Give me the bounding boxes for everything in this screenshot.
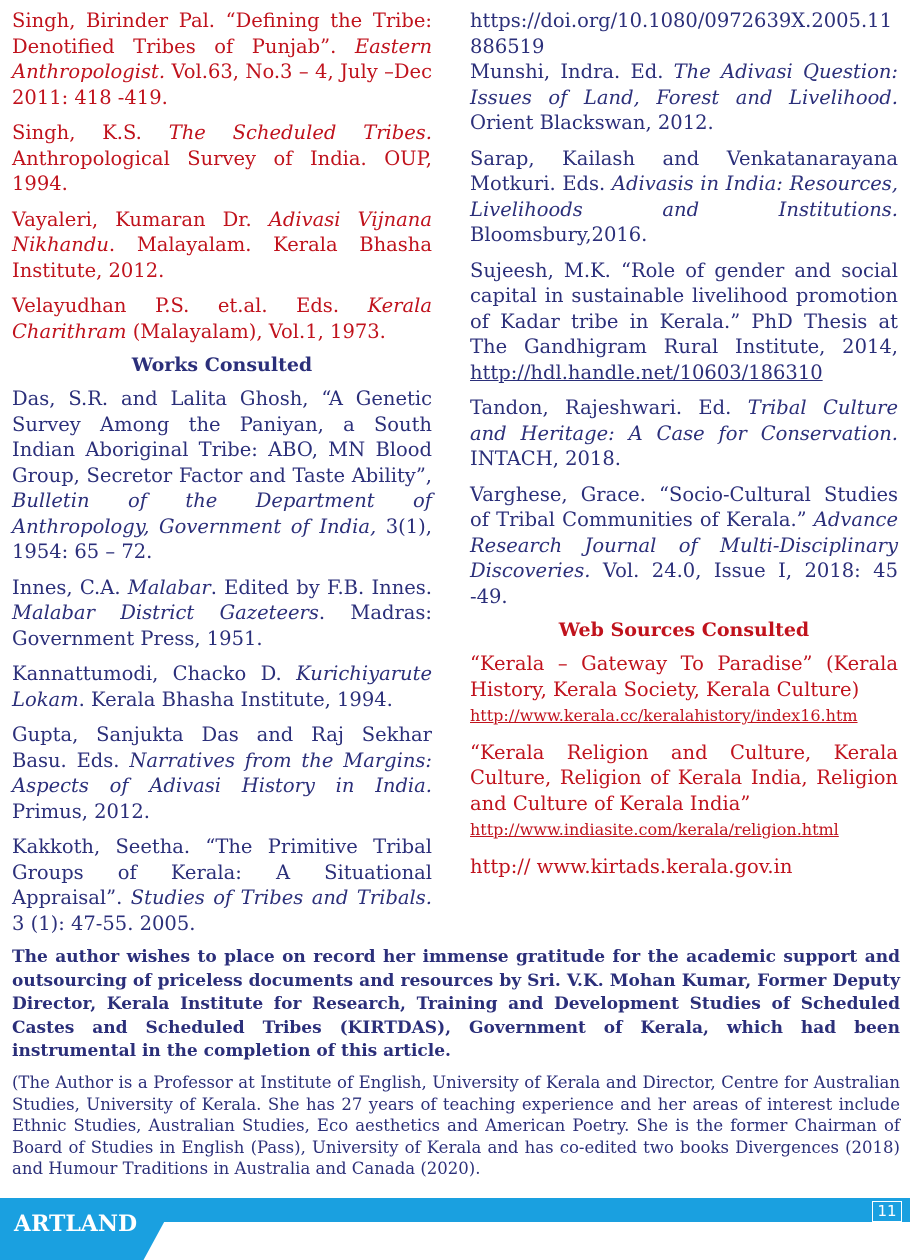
web-source-link[interactable]: http://www.indiasite.com/kerala/religion.html <box>470 820 839 839</box>
work-entry: Innes, C.A. Malabar. Edited by F.B. Innes. Malabar District Gazeteers. Madras: Government Press, 1951. <box>12 575 433 650</box>
page-number: 11 <box>872 1201 902 1222</box>
left-column <box>12 8 432 946</box>
web-source-link[interactable]: http://www.kerala.cc/keralahistory/index16.htm <box>470 706 858 725</box>
doi-link[interactable]: https://doi.org/10.1080/0972639X.2005.11886519 <box>470 9 892 58</box>
footer-brand: ARTLAND <box>14 1211 138 1237</box>
web-source-link[interactable]: http:// www.kirtads.kerala.gov.in <box>470 854 793 878</box>
work-entry: Kannattumodi, Chacko D. Kurichiyarute Lokam. Kerala Bhasha Institute, 1994. <box>12 662 432 711</box>
work-entry: Kakkoth, Seetha. “The Primitive Tribal Groups of Kerala: A Situational Appraisal”. Studies of Tribes and Tribals. 3 (1): 47-55. 2005. <box>12 835 432 935</box>
thesis-link[interactable]: http://hdl.handle.net/10603/186310 <box>470 360 823 384</box>
author-bio: (The Author is a Professor at Institute of English, University of Kerala and Director, Centre for Australian Studies, University of Kerala. She has 27 years of teaching experience and her areas of interest include Ethnic Studies, Australian Studies, Eco aesthetics and American Poetry. She is the former Chairman of Board of Studies in English (Pass), University of Kerala and has co-edited two books Divergences (2018) and Humour Traditions in Australia and Canada (2020). <box>12 1073 900 1178</box>
reference-entry: Vayaleri, Kumaran Dr. Adivasi Vijnana Nikhandu. Malayalam. Kerala Bhasha Institute, 2012. <box>12 207 432 282</box>
work-entry: Gupta, Sanjukta Das and Raj Sekhar Basu. Eds. Narratives from the Margins: Aspects of Adivasi History in India. Primus, 2012. <box>12 723 432 823</box>
web-source-entry: “Kerala Religion and Culture, Kerala Culture, Religion of Kerala India, Religion and Culture of Kerala India” http://www.indiasite.com/kerala/religion.html <box>470 740 898 839</box>
web-source-entry: “Kerala – Gateway To Paradise” (Kerala History, Kerala Society, Kerala Culture) http://www.kerala.cc/keralahistory/index16.htm <box>470 652 898 725</box>
work-entry: Sarap, Kailash and Venkatanarayana Motkuri. Eds. Adivasis in India: Resources, Livelihoods and Institutions. Bloomsbury,2016. <box>470 146 898 246</box>
reference-entry: Singh, Birinder Pal. “Defining the Tribe: Denotified Tribes of Punjab”. Eastern Anthropologist. Vol.63, No.3 – 4, July –Dec 2011: 418 -419. <box>12 9 432 109</box>
web-sources-heading: Web Sources Consulted <box>558 619 810 641</box>
right-column <box>470 8 898 889</box>
works-consulted-heading: Works Consulted <box>131 354 313 376</box>
reference-entry: Singh, K.S. The Scheduled Tribes. Anthropological Survey of India. OUP, 1994. <box>12 121 432 195</box>
acknowledgement: The author wishes to place on record her immense gratitude for the academic support and outsourcing of priceless documents and resources by Sri. V.K. Mohan Kumar, Former Deputy Director, Kerala Institute for Research, Training and Development Studies of Scheduled Castes and Scheduled Tribes (KIRTDAS), Government of Kerala, which had been instrumental in the completion of this article. <box>12 947 900 1061</box>
work-entry: Munshi, Indra. Ed. The Adivasi Question: Issues of Land, Forest and Livelihood. Orient Blackswan, 2012. <box>470 60 898 134</box>
work-entry: Varghese, Grace. “Socio-Cultural Studies of Tribal Communities of Kerala.” Advance Research Journal of Multi-Disciplinary Discoveries. Vol. 24.0, Issue I, 2018: 45 -49. <box>470 482 898 608</box>
work-entry: Tandon, Rajeshwari. Ed. Tribal Culture and Heritage: A Case for Conservation. INTACH, 2018. <box>470 396 898 470</box>
work-entry: Sujeesh, M.K. “Role of gender and social capital in sustainable livelihood promotion of Kadar tribe in Kerala.” PhD Thesis at The Gandhigram Rural Institute, 2014, http://hdl.handle.net/10603/186310 <box>470 258 898 384</box>
reference-entry: Velayudhan P.S. et.al. Eds. Kerala Charithram (Malayalam), Vol.1, 1973. <box>12 294 432 343</box>
work-entry: Das, S.R. and Lalita Ghosh, “A Genetic Survey Among the Paniyan, a South Indian Aboriginal Tribe: ABO, MN Blood Group, Secretor Factor and Taste Ability”, Bulletin of the Department of Anthropology, Government of India, 3(1), 1954: 65 – 72. <box>12 387 432 563</box>
